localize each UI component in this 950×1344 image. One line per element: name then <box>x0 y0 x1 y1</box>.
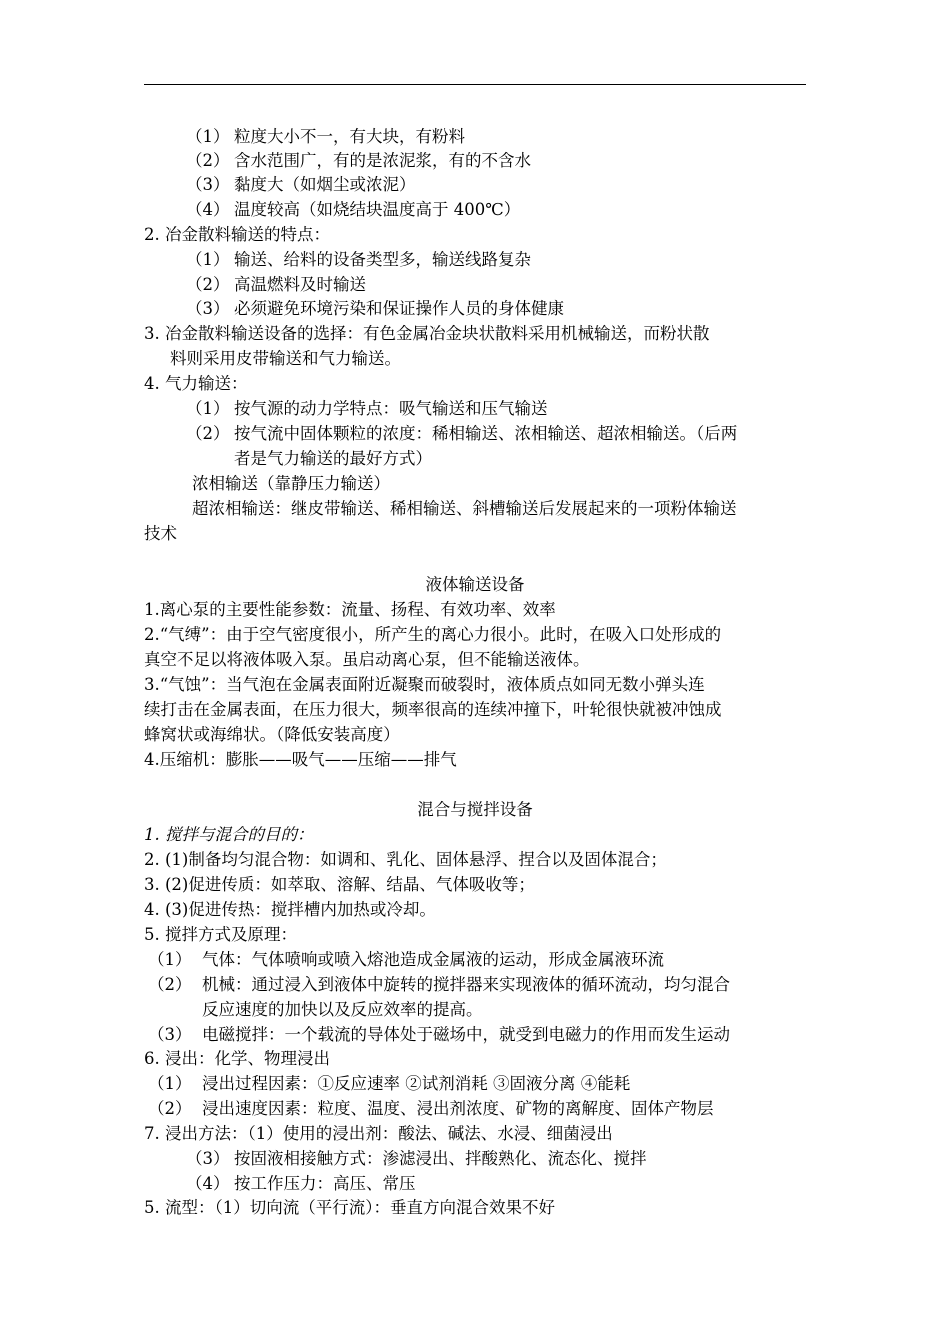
list-item-continuation: 反应速度的加快以及反应效率的提高。 <box>202 1000 483 1019</box>
list-item: （1） 按气源的动力学特点：吸气输送和压气输送 <box>186 399 548 418</box>
paragraph-line: 续打击在金属表面，在压力很大，频率很高的连续冲撞下，叶轮很快就被冲蚀成 <box>144 700 722 719</box>
paragraph-title: 2. 冶金散料输送的特点： <box>144 225 330 244</box>
paragraph-title: 5. 搅拌方式及原理： <box>144 925 297 944</box>
paragraph-line: 3. (2)促进传质：如萃取、溶解、结晶、气体吸收等； <box>144 875 535 894</box>
paragraph-line: 4.压缩机：膨胀——吸气——压缩——排气 <box>144 750 457 769</box>
list-item: （3） 电磁搅拌：一个载流的导体处于磁场中，就受到电磁力的作用而发生运动 <box>148 1025 730 1044</box>
paragraph-line: 蜂窝状或海绵状。（降低安装高度） <box>144 725 400 744</box>
list-item: （4） 按工作压力：高压、常压 <box>186 1174 416 1193</box>
list-item: （1） 输送、给料的设备类型多，输送线路复杂 <box>186 250 531 269</box>
list-item-continuation: 者是气力输送的最好方式） <box>234 449 432 468</box>
paragraph-line: 4. (3)促进传热：搅拌槽内加热或冷却。 <box>144 900 436 919</box>
list-item: （2） 含水范围广，有的是浓泥浆，有的不含水 <box>186 151 531 170</box>
paragraph-title: 1. 搅拌与混合的目的： <box>144 825 314 844</box>
paragraph-line: 7. 浸出方法：（1）使用的浸出剂：酸法、碱法、水浸、细菌浸出 <box>144 1124 613 1143</box>
paragraph-title: 6. 浸出：化学、物理浸出 <box>144 1049 330 1068</box>
section-heading: 液体输送设备 <box>425 575 525 594</box>
paragraph-line: 3.“气蚀”：当气泡在金属表面附近凝聚而破裂时，液体质点如同无数小弹头连 <box>144 675 705 694</box>
paragraph-line: 浓相输送（靠静压力输送） <box>192 474 390 493</box>
paragraph-line: 2.“气缚”：由于空气密度很小，所产生的离心力很小。此时，在吸入口处形成的 <box>144 625 722 644</box>
list-item: （1） 气体：气体喷响或喷入熔池造成金属液的运动，形成金属液环流 <box>148 950 664 969</box>
list-item: （2） 高温燃料及时输送 <box>186 275 366 294</box>
header-rule <box>144 84 806 85</box>
paragraph-line: 2. (1)制备均匀混合物：如调和、乳化、固体悬浮、捏合以及固体混合； <box>144 850 667 869</box>
list-item: （2） 浸出速度因素：粒度、温度、浸出剂浓度、矿物的离解度、固体产物层 <box>148 1099 714 1118</box>
list-item: （3） 必须避免环境污染和保证操作人员的身体健康 <box>186 299 564 318</box>
list-item: （1） 浸出过程因素：①反应速率 ②试剂消耗 ③固液分离 ④能耗 <box>148 1074 631 1093</box>
section-heading: 混合与搅拌设备 <box>417 800 533 819</box>
paragraph-line: 真空不足以将液体吸入泵。虽启动离心泵，但不能输送液体。 <box>144 650 590 669</box>
list-item: （3） 黏度大（如烟尘或浓泥） <box>186 175 416 194</box>
list-item: （4） 温度较高（如烧结块温度高于 400℃） <box>186 200 521 219</box>
list-item: （1） 粒度大小不一，有大块，有粉料 <box>186 127 465 146</box>
list-item: （3） 按固液相接触方式：渗滤浸出、拌酸熟化、流态化、搅拌 <box>186 1149 647 1168</box>
paragraph-line: 料则采用皮带输送和气力输送。 <box>170 349 401 368</box>
paragraph-line: 超浓相输送：继皮带输送、稀相输送、斜槽输送后发展起来的一项粉体输送 <box>192 499 737 518</box>
paragraph-line: 1.离心泵的主要性能参数：流量、扬程、有效功率、效率 <box>144 600 556 619</box>
paragraph-line: 3. 冶金散料输送设备的选择：有色金属冶金块状散料采用机械输送，而粉状散 <box>144 324 710 343</box>
paragraph-title: 4. 气力输送： <box>144 374 248 393</box>
paragraph-line: 5. 流型：（1）切向流（平行流）：垂直方向混合效果不好 <box>144 1198 555 1217</box>
list-item: （2） 机械：通过浸入到液体中旋转的搅拌器来实现液体的循环流动，均匀混合 <box>148 975 730 994</box>
list-item: （2） 按气流中固体颗粒的浓度：稀相输送、浓相输送、超浓相输送。（后两 <box>186 424 738 443</box>
paragraph-line: 技术 <box>144 524 177 543</box>
